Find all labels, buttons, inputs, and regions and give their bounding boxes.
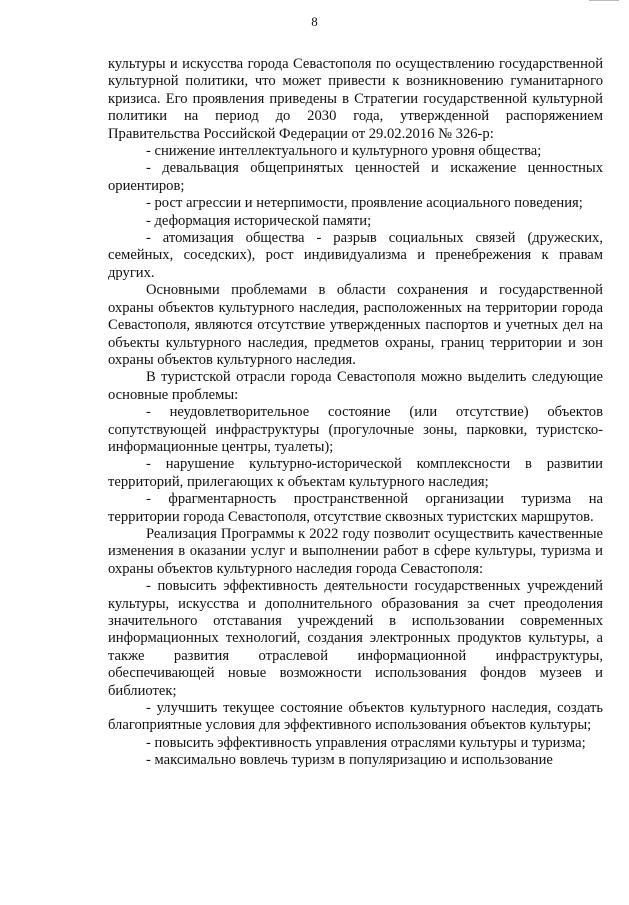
- list-item: - деформация исторической памяти;: [146, 212, 372, 229]
- page-number: 8: [311, 14, 318, 29]
- document-body: [108, 56, 603, 770]
- list-item: - нарушение культурно-исторической комплексности в развитии территорий, прилегающих к объектам культурного наследия;: [108, 456, 603, 490]
- list-item: - атомизация общества - разрыв социальных связей (дружеских, семейных, соседских), рост индивидуализма и пренебрежения к правам других.: [108, 230, 603, 281]
- list-item: - улучшить текущее состояние объектов культурного наследия, создать благоприятные условия для эффективного использования объектов культуры;: [108, 700, 603, 734]
- list-item: - рост агрессии и нетерпимости, проявление асоциального поведения;: [146, 195, 583, 212]
- list-item: - повысить эффективность деятельности государственных учреждений культуры, искусства и дополнительного образования за счет преодоления значительного отставания учреждений в использовании современных информационных технологий, создания электронных продуктов культуры, а также развития отраслевой информационной инфраструктуры, обеспечивающей новые возможности использования фондов музеев и библиотек;: [108, 578, 603, 699]
- paragraph-program-results: Реализация Программы к 2022 году позволит осуществить качественные изменения в оказании услуг и выполнении работ в сфере культуры, туризма и охраны объектов культурного наследия города Севастополя:: [108, 525, 603, 577]
- list-item: - неудовлетворительное состояние (или отсутствие) объектов сопутствующей инфраструктуры (прогулочные зоны, парковки, туристско-информационные центры, туалеты);: [108, 404, 603, 455]
- paragraph-intro: культуры и искусства города Севастополя по осуществлению государственной культурной политики, что может привести к возникновению гуманитарного кризиса. Его проявления приведены в Стратегии государственной культурной политики на период до 2030 года, утвержденной распоряжением Правительства Российской Федерации от 29.02.2016 № 326-р:: [108, 56, 603, 142]
- list-item: - максимально вовлечь туризм в популяризацию и использование: [146, 752, 553, 769]
- paragraph-tourism-problems: В туристской отрасли города Севастополя можно выделить следующие основные проблемы:: [108, 369, 603, 403]
- scan-edge-mark: [589, 0, 619, 4]
- list-item: - повысить эффективность управления отраслями культуры и туризма;: [146, 734, 586, 751]
- list-item: - фрагментарность пространственной организации туризма на территории города Севастополя, отсутствие сквозных туристских маршрутов.: [108, 491, 603, 525]
- paragraph-heritage-problems: Основными проблемами в области сохранения и государственной охраны объектов культурного наследия, расположенных на территории города Севастополя, являются отсутствие утвержденных паспортов и учетных дел на объекты культурного наследия, предметов охраны, границ территории и зон охраны объектов культурного наследия.: [108, 282, 603, 368]
- list-item: - снижение интеллектуального и культурного уровня общества;: [146, 143, 542, 160]
- list-item: - девальвация общепринятых ценностей и искажение ценностных ориентиров;: [108, 160, 603, 194]
